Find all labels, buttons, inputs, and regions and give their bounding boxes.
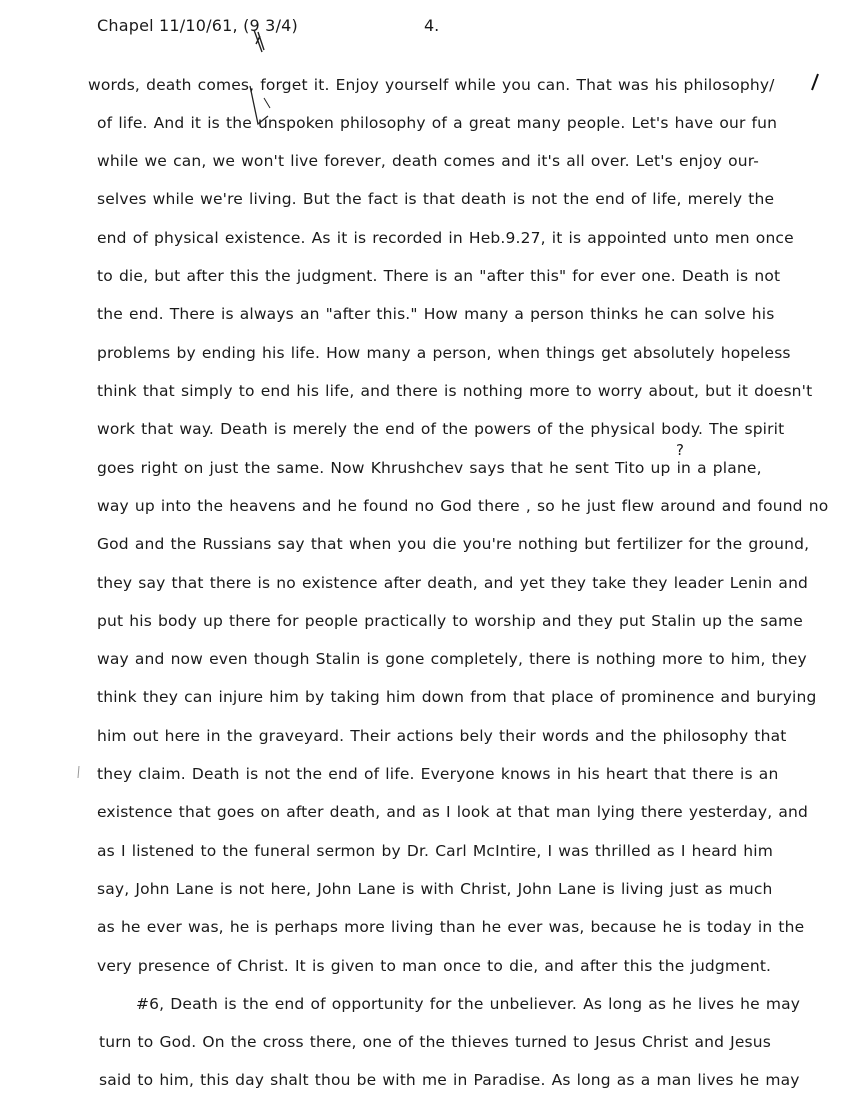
text-line: of life. And it is the unspoken philosophy of a great many people. Let's have our fun	[97, 114, 778, 132]
text-line: goes right on just the same. Now Khrushchev says that he sent Tito up in a plane,	[97, 459, 762, 477]
text-line: as he ever was, he is perhaps more living than he ever was, because he is today in the	[97, 918, 805, 936]
text-line: they claim. Death is not the end of life. Everyone knows in his heart that there is an	[97, 765, 779, 783]
text-line: work that way. Death is merely the end of the powers of the physical body. The spirit	[97, 420, 785, 438]
text-line: existence that goes on after death, and as I look at that man lying there yesterday, and	[97, 803, 809, 821]
page-number: 4.	[424, 16, 440, 35]
text-line: God and the Russians say that when you die you're nothing but fertilizer for the ground,	[97, 535, 810, 553]
text-line: way and now even though Stalin is gone completely, there is nothing more to him, they	[97, 650, 807, 668]
tito-query-mark: ?	[676, 441, 685, 459]
text-line: while we can, we won't live forever, death comes and it's all over. Let's enjoy our-	[97, 152, 759, 170]
text-line: selves while we're living. But the fact is that death is not the end of life, merely the	[97, 190, 775, 208]
text-line: say, John Lane is not here, John Lane is with Christ, John Lane is living just as much	[97, 880, 773, 898]
text-line: problems by ending his life. How many a person, when things get absolutely hopeless	[97, 344, 791, 362]
text-line: said to him, this day shalt thou be with me in Paradise. As long as a man lives he may	[99, 1071, 800, 1089]
text-line: very presence of Christ. It is given to man once to die, and after this the judgment.	[97, 957, 772, 975]
text-line: #6, Death is the end of opportunity for the unbeliever. As long as he lives he may	[136, 995, 801, 1013]
text-line: the end. There is always an "after this." How many a person thinks he can solve his	[97, 305, 775, 323]
text-line: him out here in the graveyard. Their actions bely their words and the philosophy that	[97, 727, 787, 745]
text-line: words, death comes, forget it. Enjoy yourself while you can. That was his philosophy/	[88, 76, 775, 94]
text-line: they say that there is no existence after death, and yet they take they leader Lenin and	[97, 574, 809, 592]
text-line: put his body up there for people practically to worship and they put Stalin up the same	[97, 612, 803, 630]
text-line: turn to God. On the cross there, one of the thieves turned to Jesus Christ and Jesus	[99, 1033, 771, 1051]
text-line: think they can injure him by taking him down from that place of prominence and burying	[97, 688, 817, 706]
text-line: as I listened to the funeral sermon by Dr. Carl McIntire, I was thrilled as I heard him	[97, 842, 773, 860]
text-line: way up into the heavens and he found no God there , so he just flew around and found no	[97, 497, 829, 515]
text-line: end of physical existence. As it is recorded in Heb.9.27, it is appointed unto men once	[97, 229, 794, 247]
text-line: to die, but after this the judgment. There is an "after this" for ever one. Death is not	[97, 267, 781, 285]
chapel-date-header: Chapel 11/10/61, (9 3/4)	[97, 16, 298, 35]
text-line: think that simply to end his life, and there is nothing more to worry about, but it doesn't	[97, 382, 813, 400]
